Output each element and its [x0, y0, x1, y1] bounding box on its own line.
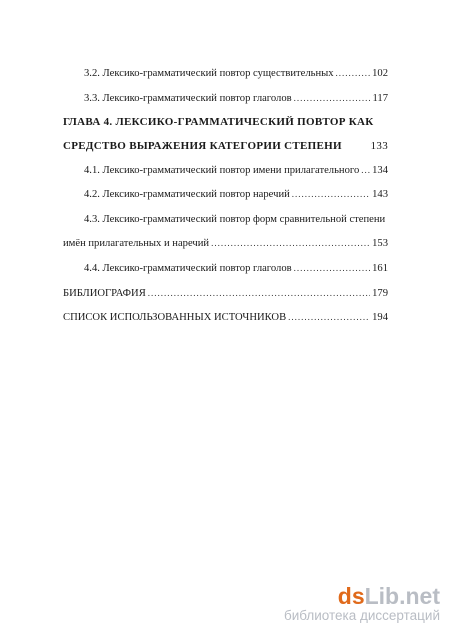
toc-page-number: 153 — [372, 238, 388, 249]
toc-chapter-4-line-1 — [63, 116, 388, 129]
toc-page-number: 102 — [372, 68, 388, 79]
toc-leader-dots — [292, 188, 370, 201]
watermark-subtitle: библиотека диссертаций — [283, 608, 440, 623]
toc-chapter-title: СРЕДСТВО ВЫРАЖЕНИЯ КАТЕГОРИИ СТЕПЕНИ — [63, 140, 342, 152]
toc-leader-dots — [148, 287, 370, 300]
toc-entry-label: имён прилагательных и наречий — [63, 238, 210, 249]
toc-page-number: 143 — [372, 189, 388, 200]
toc-entry-label: 3.3. Лексико-грамматический повтор глаголов — [84, 93, 292, 104]
toc-entry-label: 4.1. Лексико-грамматический повтор имени прилагательного — [84, 165, 360, 176]
toc-entry-label: 4.4. Лексико-грамматический повтор глаголов — [84, 263, 292, 274]
toc-entry-4-2 — [84, 188, 388, 201]
toc-page-number: 117 — [372, 93, 388, 104]
toc-entry-label: СПИСОК ИСПОЛЬЗОВАННЫХ ИСТОЧНИКОВ — [63, 312, 287, 323]
toc-entry-4-3-line-2 — [63, 237, 388, 250]
toc-leader-dots — [288, 311, 370, 324]
toc-entry-sources — [63, 311, 388, 324]
toc-leader-dots — [211, 237, 370, 250]
toc-chapter-4-line-2 — [63, 140, 388, 153]
toc-page-number: 161 — [372, 263, 388, 274]
watermark-logo-suffix: Lib.net — [364, 583, 440, 609]
toc-leader-dots — [294, 92, 371, 105]
toc-chapter-title: ГЛАВА 4. ЛЕКСИКО-ГРАММАТИЧЕСКИЙ ПОВТОР КАК — [63, 116, 374, 128]
toc-entry-label: 3.2. Лексико-грамматический повтор существительных — [84, 68, 334, 79]
dslib-watermark — [284, 584, 440, 624]
toc-entry-4-4 — [84, 262, 388, 275]
watermark-logo — [284, 584, 440, 608]
toc-entry-4-3-line-1 — [84, 213, 388, 226]
toc-entry-4-1 — [84, 164, 388, 177]
toc-page-number: 133 — [370, 140, 388, 152]
toc-entry-label: БИБЛИОГРАФИЯ — [63, 288, 146, 299]
toc-page-number: 194 — [372, 312, 388, 323]
toc-entry-bibliography — [63, 287, 388, 300]
toc-entry-label: 4.3. Лексико-грамматический повтор форм сравнительной степени — [84, 214, 386, 225]
watermark-logo-prefix: ds — [337, 583, 365, 609]
toc-entry-3-2 — [84, 67, 388, 80]
toc-page-number: 179 — [372, 288, 388, 299]
toc-leader-dots — [361, 164, 370, 177]
toc-leader-dots — [336, 67, 371, 80]
toc-entry-3-3 — [84, 92, 388, 105]
toc-page-number: 134 — [372, 165, 388, 176]
toc-leader-dots — [294, 262, 370, 275]
toc-entry-label: 4.2. Лексико-грамматический повтор наречий — [84, 189, 290, 200]
